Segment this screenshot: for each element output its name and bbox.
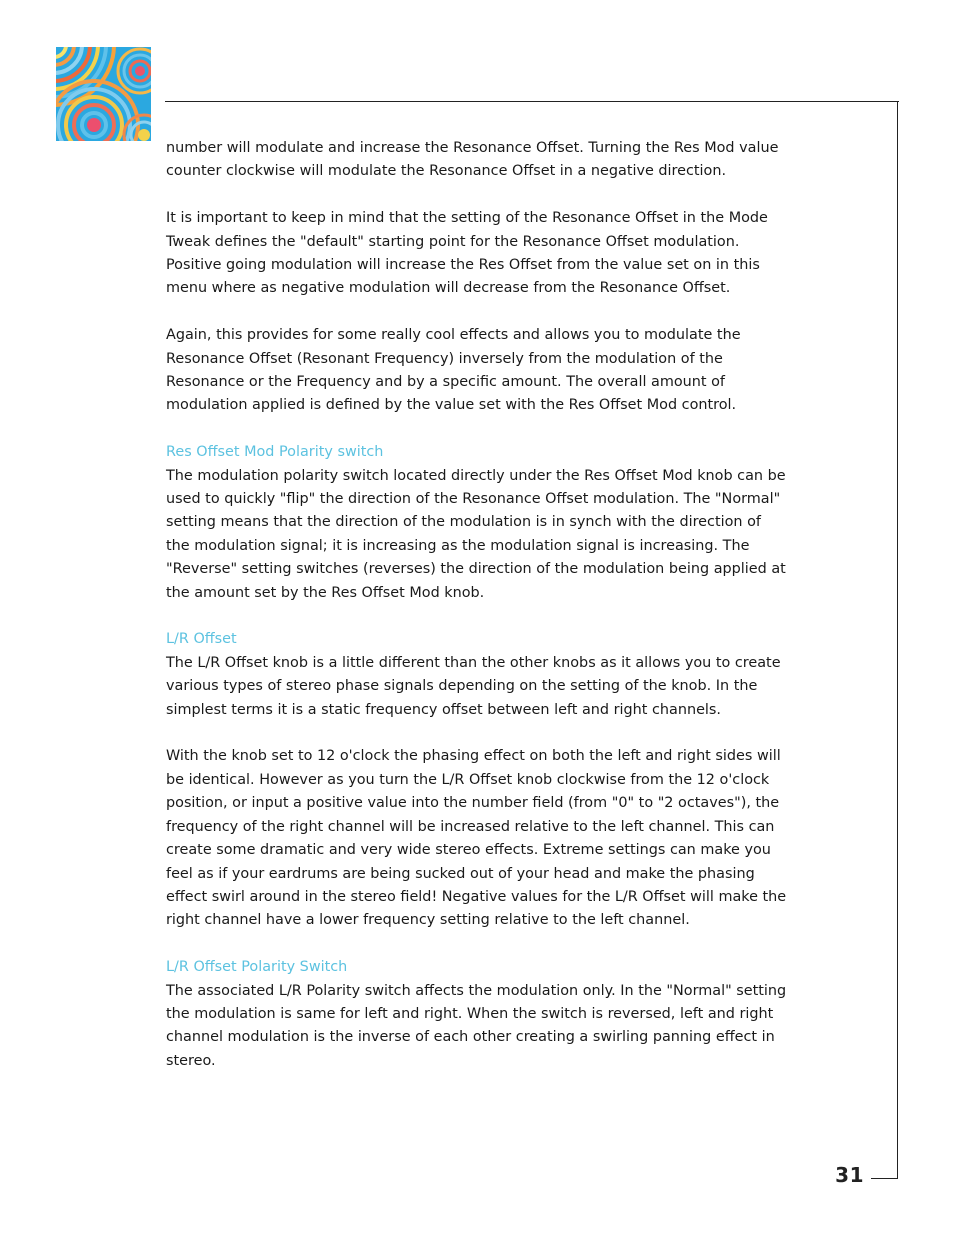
section-heading-lr-offset-polarity: L/R Offset Polarity Switch — [166, 959, 348, 976]
right-rule — [897, 101, 898, 1179]
paragraph: It is important to keep in mind that the setting of the Resonance Offset in the Mode Tweak defines the "default" starting point for the Resonance Offset modulation. Positive going modulation will increase the Res Offset from the value set on in this menu where as negative modulation will decrease from the Resonance Offset. — [166, 210, 768, 297]
top-rule — [165, 101, 899, 102]
section-heading-res-offset-mod-polarity: Res Offset Mod Polarity switch — [166, 444, 384, 461]
page-number-rule — [871, 1178, 898, 1179]
page-number: 31 — [835, 1163, 864, 1187]
decorative-circles-graphic — [56, 47, 151, 141]
paragraph: The L/R Offset knob is a little different than the other knobs as it allows you to create various types of stereo phase signals depending on the setting of the knob. In the simplest terms it is a static frequency offset between left and right channels. — [166, 654, 781, 718]
paragraph: Again, this provides for some really cool effects and allows you to modulate the Resonance Offset (Resonant Frequency) inversely from the modulation of the Resonance or the Frequency and by a specific amount. The overall amount of modulation applied is defined by the value set with the Res Offset Mod control. — [166, 327, 741, 414]
paragraph: The associated L/R Polarity switch affects the modulation only. In the "Normal" setting the modulation is same for left and right. When the switch is reversed, left and right channel modulation is the inverse of each other creating a swirling panning effect in stereo. — [166, 982, 787, 1069]
paragraph: With the knob set to 12 o'clock the phasing effect on both the left and right sides will be identical. However as you turn the L/R Offset knob clockwise from the 12 o'clock position, or input a positive value into the number field (from "0" to "2 octaves"), the frequency of the right channel will be increased relative to the left channel. This can create some dramatic and very wide stereo effects. Extreme settings can make you feel as if your eardrums are being sucked out of your head and make the phasing effect swirl around in the stereo field! Negative values for the L/R Offset will make the right channel have a lower frequency setting relative to the left channel. — [166, 748, 787, 929]
body-text — [166, 137, 788, 1073]
paragraph: The modulation polarity switch located directly under the Res Offset Mod knob can be used to quickly "flip" the direction of the Resonance Offset modulation. The "Normal" setting means that the direction of the modulation is in synch with the direction of the modulation signal; it is increasing as the modulation signal is increasing. The "Reverse" setting switches (reverses) the direction of the modulation being applied at the amount set by the Res Offset Mod knob. — [166, 467, 786, 601]
paragraph: number will modulate and increase the Resonance Offset. Turning the Res Mod value counter clockwise will modulate the Resonance Offset in a negative direction. — [166, 140, 779, 180]
section-heading-lr-offset: L/R Offset — [166, 631, 237, 648]
